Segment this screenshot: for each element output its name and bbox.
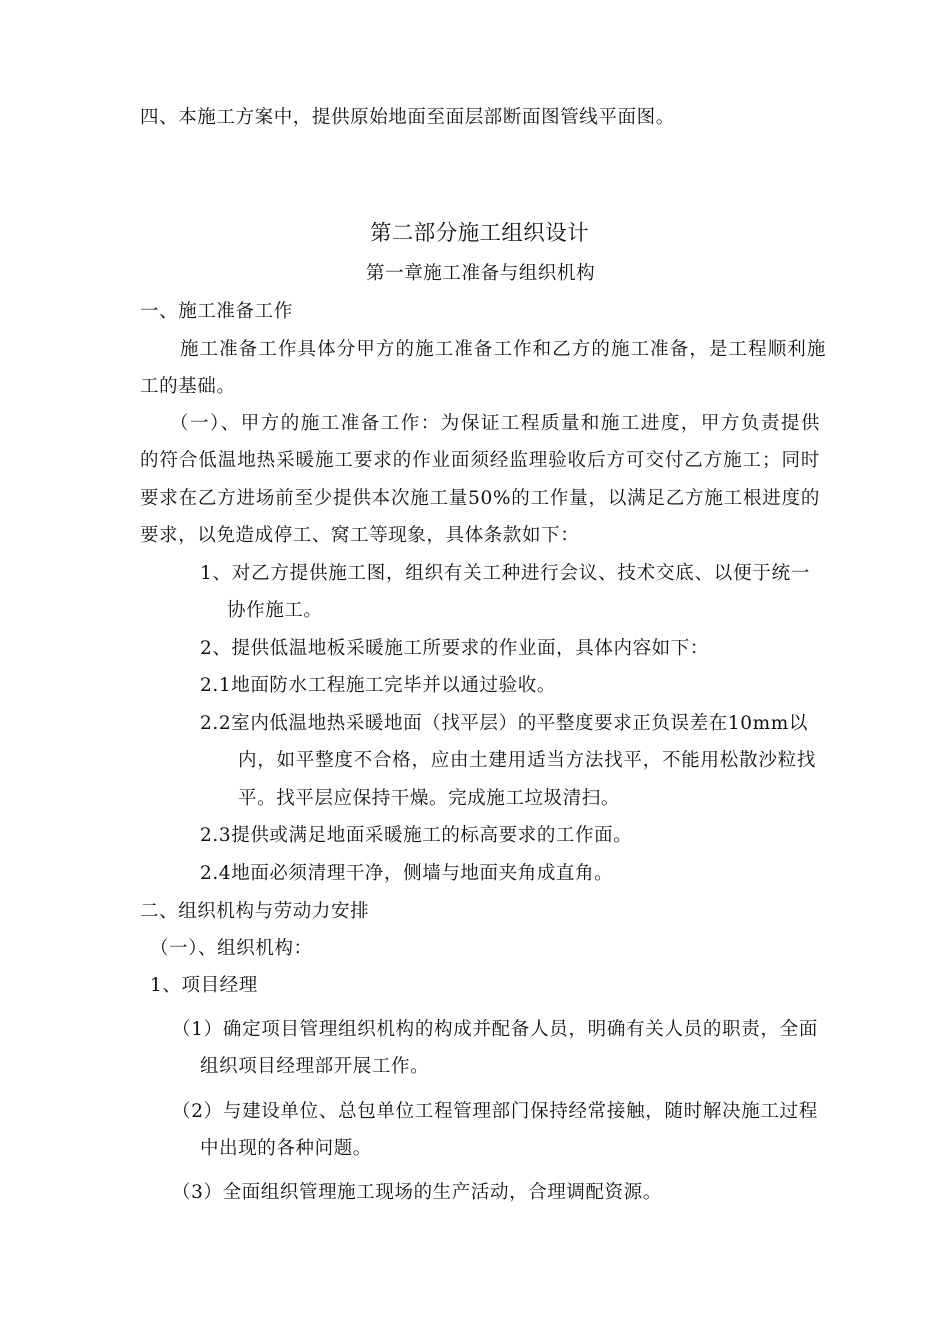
paragraph-line: 要求在乙方进场前至少提供本次施工量50%的工作量，以满足乙方施工根进度的 <box>140 488 820 509</box>
paragraph-line: 的符合低温地热采暖施工要求的作业面须经监理验收后方可交付乙方施工；同时 <box>140 450 820 471</box>
list-item: （1）确定项目管理组织机构的构成并配备人员，明确有关人员的职责，全面 <box>172 1019 818 1040</box>
section-heading-2: 二、组织机构与劳动力安排 <box>140 901 370 922</box>
list-item-continuation: 组织项目经理部开展工作。 <box>200 1056 430 1077</box>
paragraph-line: 工的基础。 <box>140 376 236 397</box>
paragraph-line: 要求，以免造成停工、窝工等现象，具体条款如下： <box>140 525 580 546</box>
list-item-continuation: 平。找平层应保持干燥。完成施工垃圾清扫。 <box>238 788 621 809</box>
part-title: 第二部分施工组织设计 <box>370 221 590 246</box>
subsection-heading: （一）、组织机构： <box>150 938 313 959</box>
list-item: （3）全面组织管理施工现场的生产活动，合理调配资源。 <box>172 1182 662 1203</box>
paragraph-line: （一）、甲方的施工准备工作：为保证工程质量和施工进度，甲方负责提供 <box>170 413 820 434</box>
list-item: 2.1地面防水工程施工完毕并以通过验收。 <box>200 675 556 696</box>
list-item: 2.2室内低温地热采暖地面（找平层）的平整度要求正负误差在10mm以 <box>200 713 808 734</box>
chapter-title: 第一章施工准备与组织机构 <box>366 263 596 284</box>
list-item: 2、提供低温地板采暖施工所要求的作业面，具体内容如下： <box>200 638 709 659</box>
list-item: 1、对乙方提供施工图，组织有关工种进行会议、技术交底、以便于统一 <box>200 563 810 584</box>
list-item-continuation: 协作施工。 <box>227 600 323 621</box>
paragraph-line: 施工准备工作具体分甲方的施工准备工作和乙方的施工准备，是工程顺利施 <box>180 339 826 360</box>
list-item: 2.3提供或满足地面采暖施工的标高要求的工作面。 <box>200 825 633 846</box>
list-item-continuation: 中出现的各种问题。 <box>200 1138 372 1159</box>
intro-item: 四、本施工方案中，提供原始地面至面层部断面图管线平面图。 <box>140 107 675 128</box>
list-item: 1、项目经理 <box>150 975 258 996</box>
section-heading-1: 一、施工准备工作 <box>140 301 293 322</box>
list-item: （2）与建设单位、总包单位工程管理部门保持经常接触，随时解决施工过程 <box>172 1101 818 1122</box>
list-item: 2.4地面必须清理干净，侧墙与地面夹角成直角。 <box>200 863 614 884</box>
list-item-continuation: 内，如平整度不合格，应由土建用适当方法找平，不能用松散沙粒找 <box>238 750 816 771</box>
